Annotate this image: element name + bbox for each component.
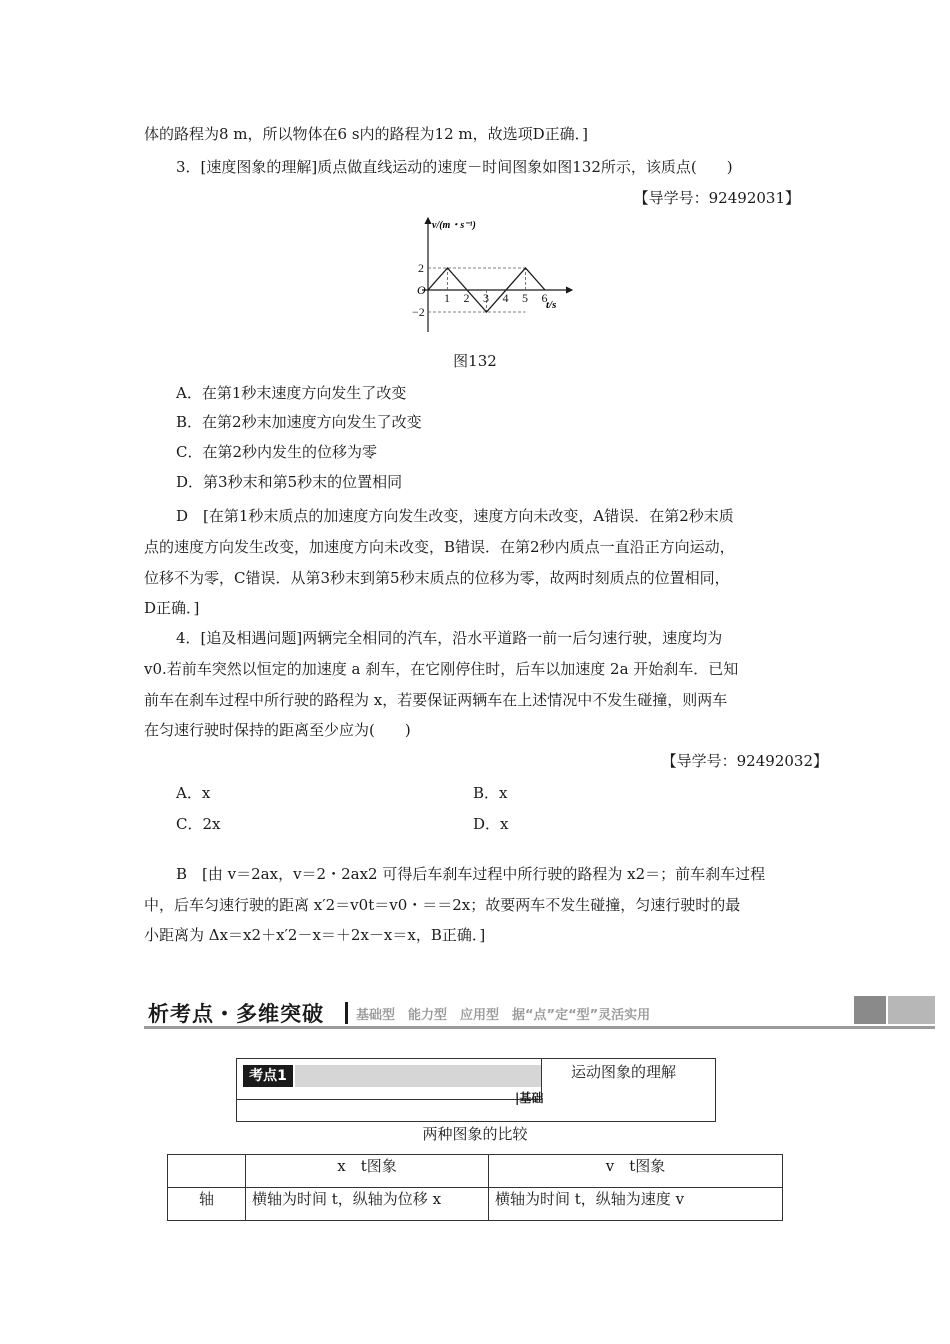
y-tick-label: 2 xyxy=(418,261,424,275)
question-4-line4: 在匀速行驶时保持的距离至少应为( ) xyxy=(144,721,411,739)
table-header-cell: v t图象 xyxy=(489,1155,783,1188)
kaodian-tag: 考点1 xyxy=(243,1065,293,1087)
answer-4-line3: 小距离为 Δx＝x2＋x′2－x＝＋2x－x＝x，B正确．] xyxy=(144,926,486,944)
paragraph-continuation: 体的路程为8 m，所以物体在6 s内的路程为12 m，故选项D正确．] xyxy=(144,125,589,143)
comparison-table xyxy=(167,1154,783,1221)
answer-4-line1: B [由 v＝2ax，v＝2・2ax2 可得后车刹车过程中所行驶的路程为 x2＝；前车刹车过程 xyxy=(176,865,766,883)
kaodian-header xyxy=(236,1058,716,1122)
kaodian-rule xyxy=(237,1099,542,1100)
y-tick-label: −2 xyxy=(412,305,425,319)
answer-3-line2: 点的速度方向发生改变，加速度方向未改变，B错误．在第2秒内质点一直沿正方向运动， xyxy=(144,538,735,556)
section-banner xyxy=(144,996,935,1030)
option-4d: D．x xyxy=(473,815,509,833)
option-3a: A．在第1秒末速度方向发生了改变 xyxy=(176,384,407,402)
figure-caption: 图132 xyxy=(453,352,497,370)
guide-code-4: 【导学号：92492032】 xyxy=(661,752,828,770)
kaodian-band xyxy=(295,1065,541,1087)
table-header-row xyxy=(168,1155,783,1188)
x-tick-label: 1 xyxy=(444,291,450,305)
banner-rule xyxy=(144,1026,935,1029)
option-3b: B．在第2秒末加速度方向发生了改变 xyxy=(176,413,422,431)
banner-divider xyxy=(345,1002,348,1024)
question-4-line2: v0.若前车突然以恒定的加速度 a 刹车，在它刚停住时，后车以加速度 2a 开始刹车．已知 xyxy=(144,660,739,678)
option-4a: A．x xyxy=(176,784,211,802)
answer-3-line3: 位移不为零，C错误．从第3秒末到第5秒末质点的位移为零，故两时刻质点的位置相同， xyxy=(144,569,730,587)
option-3c: C．在第2秒内发生的位移为零 xyxy=(176,443,378,461)
question-4-line1: 4．[追及相遇问题]两辆完全相同的汽车，沿水平道路一前一后匀速行驶，速度均为 xyxy=(176,629,723,647)
option-4c: C．2x xyxy=(176,815,221,833)
answer-3-line4: D正确．] xyxy=(144,599,200,617)
section-title: 析考点・多维突破 xyxy=(148,1002,324,1026)
option-4b: B．x xyxy=(473,784,508,802)
origin-label: O xyxy=(417,283,426,297)
option-3d: D．第3秒末和第5秒末的位置相同 xyxy=(176,473,403,491)
x-tick-label: 5 xyxy=(522,291,528,305)
x-tick-label: 6 xyxy=(541,291,548,305)
table-cell: 横轴为时间 t，纵轴为速度 v xyxy=(489,1188,783,1221)
table-cell: 轴 xyxy=(168,1188,246,1221)
answer-3-line1: D [在第1秒末质点的加速度方向发生改变，速度方向未改变，A错误．在第2秒末质 xyxy=(176,507,734,525)
answer-4-line2: 中，后车匀速行驶的距离 x′2＝v0t＝v0・＝＝2x；故要两车不发生碰撞，匀速行驶时的最 xyxy=(144,896,741,914)
velocity-time-chart xyxy=(408,214,578,344)
table-header-cell: x t图象 xyxy=(246,1155,489,1188)
x-tick-label: 3 xyxy=(483,291,489,305)
table-cell: 横轴为时间 t，纵轴为位移 x xyxy=(246,1188,489,1221)
kaodian-level: |基础 xyxy=(515,1091,544,1105)
guide-code-3: 【导学号：92492031】 xyxy=(633,189,800,207)
table-row xyxy=(168,1188,783,1221)
x-tick-label: 2 xyxy=(463,291,470,305)
question-3: 3．[速度图象的理解]质点做直线运动的速度－时间图象如图132所示，该质点( ) xyxy=(176,158,733,176)
question-4-line3: 前车在刹车过程中所行驶的路程为 x，若要保证两辆车在上述情况中不发生碰撞，则两车 xyxy=(144,691,728,709)
banner-decoration xyxy=(888,996,935,1024)
section-subtitle: 基础型 能力型 应用型 据“点”定“型”灵活实用 xyxy=(356,1008,651,1023)
table-header-cell xyxy=(168,1155,246,1188)
banner-decoration xyxy=(854,996,886,1024)
x-axis-label: t/s xyxy=(546,299,557,311)
x-tick-label: 4 xyxy=(502,291,509,305)
table-caption: 两种图象的比较 xyxy=(422,1125,528,1143)
kaodian-title: 运动图象的理解 xyxy=(571,1063,677,1081)
y-axis-label: v/(m・s⁻¹) xyxy=(432,220,476,231)
